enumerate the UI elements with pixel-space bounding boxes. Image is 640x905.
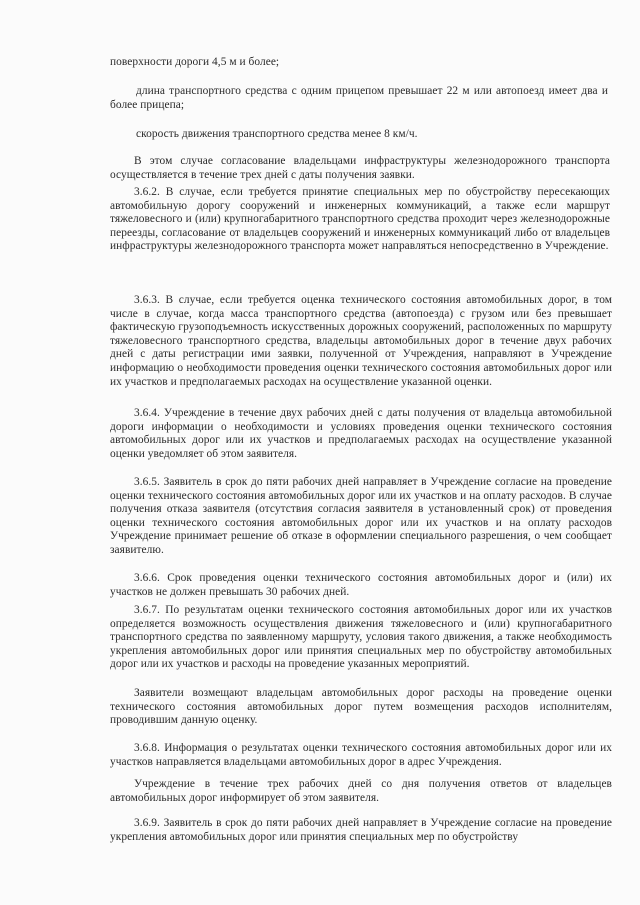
paragraph-3-6-9: 3.6.9. Заявитель в срок до пяти рабочих дней направляет в Учреждение согласие на проведение укрепления автомобильных дорог или принятия специальных мер по обустройству [110, 817, 612, 843]
paragraph-railway-approval: В этом случае согласование владельцами инфраструктуры железнодорожного транспорта осуществляется в течение трех дней с даты получения заявки. [110, 155, 610, 181]
paragraph-3-6-8: 3.6.8. Информация о результатах оценки технического состояния автомобильных дорог или их участков направляется владельцами автомобильных дорог в адрес Учреждения. [110, 742, 612, 768]
paragraph-road-surface-width: поверхности дороги 4,5 м и более; [110, 56, 280, 68]
paragraph-3-6-6: 3.6.6. Срок проведения оценки технического состояния автомобильных дорог и (или) их участков не должен превышать 30 рабочих дней. [110, 572, 612, 598]
paragraph-vehicle-length: длина транспортного средства с одним прицепом превышает 22 м или автопоезд имеет два и более прицепа; [110, 85, 608, 111]
paragraph-cost-reimbursement: Заявители возмещают владельцам автомобильных дорог расходы на проведение оценки технического состояния автомобильных дорог путем возмещения расходов исполнителям, проводившим данную оценку. [110, 687, 612, 727]
paragraph-3-6-7: 3.6.7. По результатам оценки технического состояния автомобильных дорог или их участков определяется возможность осуществления движения тяжеловесного и (или) крупногабаритного транспортного средства по заявленному маршруту, условия такого движения, а также необходимость укрепления автомобильных дорог или принятия специальных мер по обустройству автомобильных дорог или их участков и расходы на проведение указанных мероприятий. [110, 604, 612, 671]
paragraph-agency-informs: Учреждение в течение трех рабочих дней со дня получения ответов от владельцев автомобильных дорог информирует об этом заявителя. [110, 778, 612, 804]
paragraph-vehicle-speed: скорость движения транспортного средства менее 8 км/ч. [136, 128, 418, 140]
paragraph-3-6-2: 3.6.2. В случае, если требуется принятие специальных мер по обустройству пересекающих автомобильную дорогу сооружений и инженерных коммуникаций, а также если маршрут тяжеловесного и (или) крупногабаритного транспортного средства проходит через железнодорожные переезды, согласование от владельцев сооружений и инженерных коммуникаций либо от владельцев инфраструктуры железнодорожного транспорта может направляться непосредственно в Учреждение. [110, 186, 610, 253]
paragraph-3-6-4: 3.6.4. Учреждение в течение двух рабочих дней с даты получения от владельца автомобильной дороги информации о необходимости и условиях проведения оценки технического состояния автомобильных дорог или их участков и предполагаемых расходах на осуществление указанной оценки уведомляет об этом заявителя. [110, 407, 612, 460]
paragraph-3-6-5: 3.6.5. Заявитель в срок до пяти рабочих дней направляет в Учреждение согласие на проведение оценки технического состояния автомобильных дорог или их участков и на оплату расходов. В случае получения отказа заявителя (отсутствия согласия заявителя в установленный срок) от проведения оценки технического состояния автомобильных дорог или их участков и на оплату расходов Учреждение принимает решение об отказе в оформлении специального разрешения, о чем сообщает заявителю. [110, 476, 612, 556]
paragraph-3-6-3: 3.6.3. В случае, если требуется оценка технического состояния автомобильных дорог, в том числе в случае, когда масса транспортного средства (автопоезда) с грузом или без превышает фактическую грузоподъемность искусственных дорожных сооружений, расположенных по маршруту тяжеловесного транспортного средства, владельцы автомобильных дорог в течение двух рабочих дней с даты регистрации ими заявки, полученной от Учреждения, направляют в Учреждение информацию о необходимости проведения оценки технического состояния автомобильных дорог или их участков и предполагаемых расходах на осуществление указанной оценки. [110, 294, 612, 388]
